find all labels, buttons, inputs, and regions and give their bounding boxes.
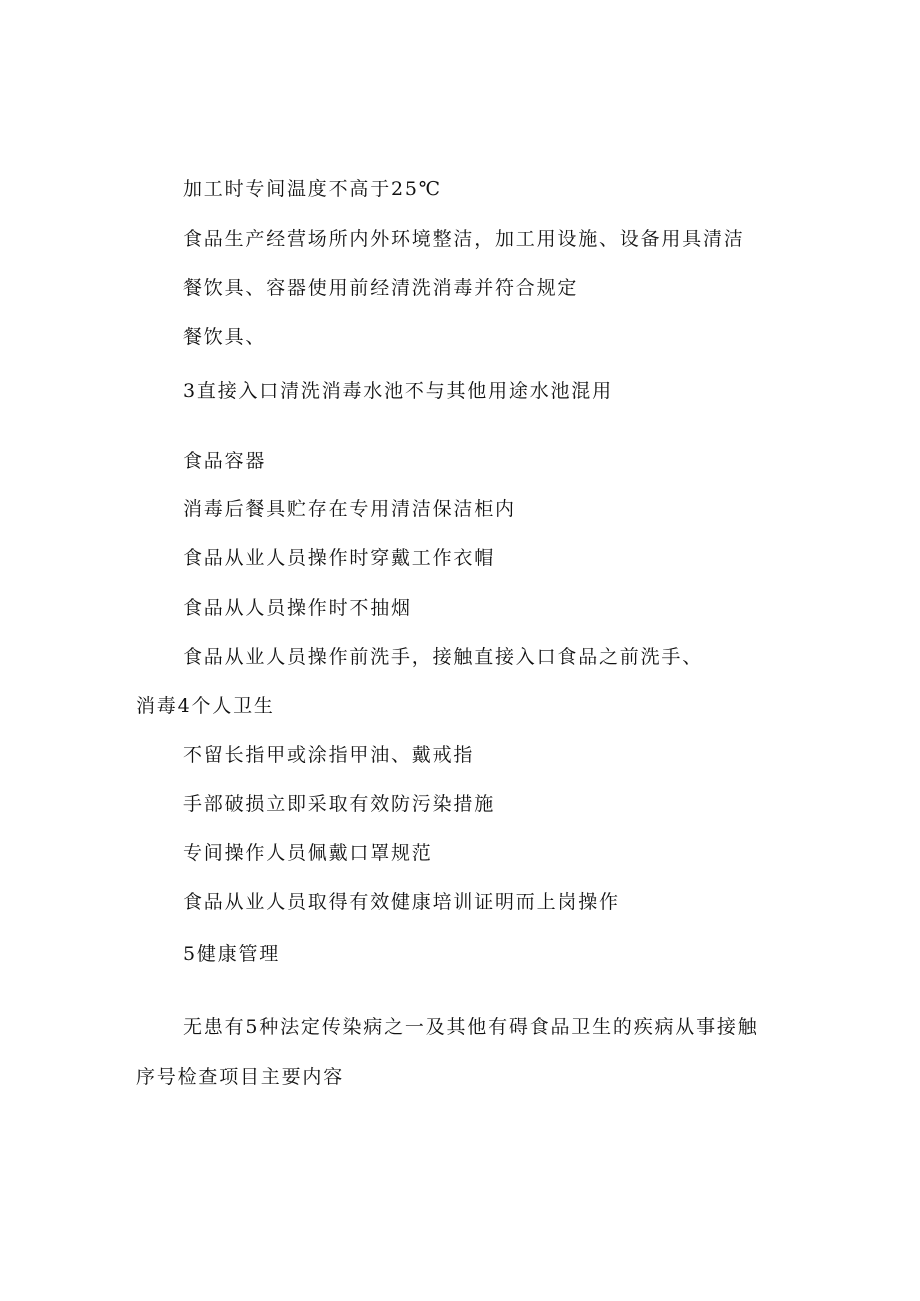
- text-line: 不留长指甲或涂指甲油、戴戒指: [183, 744, 475, 766]
- text-line: 餐饮具、: [183, 326, 267, 348]
- text-line: 专间操作人员佩戴口罩规范: [183, 842, 433, 864]
- text-line: 消毒后餐具贮存在专用清洁保洁柜内: [183, 498, 516, 520]
- text-line: 食品从业人员操作时穿戴工作衣帽: [183, 547, 496, 569]
- text-line: 加工时专间温度不高于25℃: [183, 178, 442, 200]
- text-line: 序号检查项目主要内容: [136, 1066, 345, 1088]
- text-line: 食品容器: [183, 450, 267, 472]
- text-line: 食品生产经营场所内外环境整洁，加工用设施、设备用具清洁: [183, 228, 745, 250]
- text-line: 消毒4个人卫生: [136, 695, 275, 717]
- text-line: 5健康管理: [183, 943, 281, 965]
- text-line: 手部破损立即采取有效防污染措施: [183, 793, 496, 815]
- text-line: 无患有5种法定传染病之一及其他有碍食品卫生的疾病从事接触: [183, 1016, 759, 1038]
- text-line: 3直接入口清洗消毒水池不与其他用途水池混用: [183, 380, 613, 402]
- text-line: 食品从人员操作时不抽烟: [183, 597, 412, 619]
- text-line: 餐饮具、容器使用前经清洗消毒并符合规定: [183, 277, 579, 299]
- text-line: 食品从业人员操作前洗手，接触直接入口食品之前洗手、: [183, 646, 704, 668]
- text-line: 食品从业人员取得有效健康培训证明而上岗操作: [183, 891, 620, 913]
